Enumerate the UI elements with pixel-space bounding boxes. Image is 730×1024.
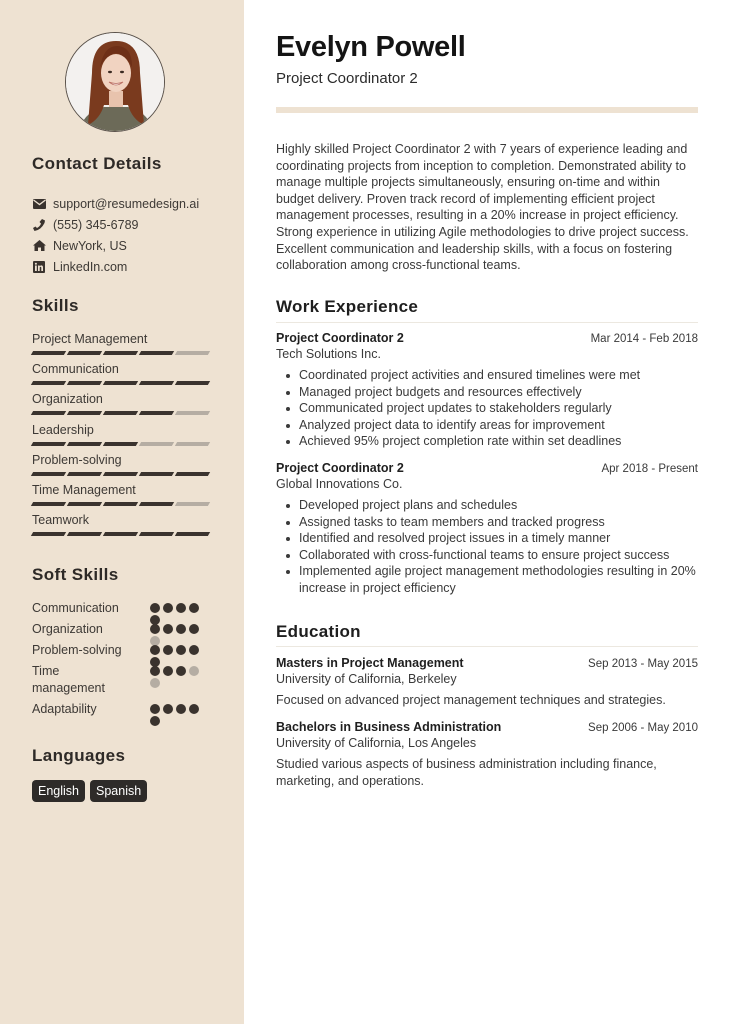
soft-skill-rating (150, 666, 202, 688)
rating-dot-icon (189, 704, 199, 714)
skill-item (32, 452, 212, 482)
job-dates: Apr 2018 - Present (601, 463, 698, 475)
work-experience-heading: Work Experience (276, 297, 419, 316)
rating-dot-icon (176, 666, 186, 676)
soft-skill-item (32, 642, 212, 663)
rating-dot-icon (163, 704, 173, 714)
soft-skill-name: Organization (32, 622, 103, 636)
contact-phone-text: (555) 345-6789 (53, 217, 139, 232)
linkedin-icon (32, 260, 46, 274)
skill-level-segment (103, 472, 138, 476)
contact-location-text: NewYork, US (53, 238, 127, 253)
skill-level-segment (31, 351, 66, 355)
rating-dot-icon (150, 678, 160, 688)
candidate-title: Project Coordinator 2 (276, 70, 418, 87)
job-bullet: Collaborated with cross-functional teams to ensure project success (285, 547, 698, 564)
soft-skills-heading: Soft Skills (32, 565, 119, 584)
work-divider (276, 322, 698, 323)
job-bullets (276, 367, 698, 450)
skill-name: Teamwork (32, 513, 89, 528)
skill-level-segment (31, 411, 66, 415)
skill-level-segment (175, 532, 210, 536)
skills-list (32, 331, 212, 542)
skill-name: Leadership (32, 422, 94, 437)
job-bullet: Analyzed project data to identify areas for improvement (285, 417, 698, 434)
rating-dot-icon (176, 645, 186, 655)
rating-dot-icon (150, 603, 160, 613)
skill-level-segment (67, 532, 102, 536)
rating-dot-icon (150, 624, 160, 634)
company-name: Tech Solutions Inc. (276, 347, 381, 361)
skill-level-segment (31, 532, 66, 536)
languages-heading: Languages (32, 746, 126, 765)
home-icon (32, 239, 46, 253)
skill-level-segment (139, 381, 174, 385)
contact-phone[interactable] (32, 214, 232, 235)
skill-level-segment (67, 472, 102, 476)
skill-level-segment (103, 442, 138, 446)
candidate-name: Evelyn Powell (276, 31, 466, 63)
job-bullet: Achieved 95% project completion rate within set deadlines (285, 433, 698, 450)
work-entry (276, 461, 698, 597)
contact-linkedin[interactable] (32, 256, 232, 277)
language-chip-spanish: Spanish (90, 780, 147, 802)
rating-dot-icon (189, 603, 199, 613)
skill-level-segment (31, 472, 66, 476)
skill-item (32, 361, 212, 391)
skill-name: Time Management (32, 482, 136, 497)
contact-details-heading: Contact Details (32, 154, 162, 173)
envelope-icon (32, 197, 46, 211)
skill-name: Communication (32, 362, 119, 377)
soft-skill-rating (150, 603, 202, 625)
skill-level-segment (175, 442, 210, 446)
job-title: Project Coordinator 2 (276, 331, 404, 345)
skill-item (32, 512, 212, 542)
skill-level-bar (32, 411, 212, 415)
summary-paragraph: Highly skilled Project Coordinator 2 with 7 years of experience leading and coordinating projects from inception to completion. Demonstrated ability to manage multiple projects simultaneously, ensuring on-time and within budget delivery. Proven track record of implementing efficient project management processes, resulting in a 20% increase in project efficiency. Strong experience in utilizing Agile methodologies to drive project success. Excellent communication and leadership skills, with a focus on fostering collaboration among cross-functional teams. (276, 142, 689, 273)
skill-level-bar (32, 442, 212, 446)
job-bullets (276, 497, 698, 597)
education-description: Focused on advanced project management techniques and strategies. (276, 693, 666, 707)
skill-level-segment (67, 351, 102, 355)
skill-level-segment (175, 381, 210, 385)
skill-level-segment (139, 411, 174, 415)
rating-dot-icon (150, 704, 160, 714)
languages-list (32, 780, 147, 802)
education-entry (276, 656, 698, 709)
contact-email-text: support@resumedesign.ai (53, 196, 200, 211)
work-entry (276, 331, 698, 450)
job-bullet: Assigned tasks to team members and tracked progress (285, 514, 698, 531)
school-name: University of California, Berkeley (276, 672, 457, 686)
skill-level-segment (139, 502, 174, 506)
profile-photo-icon (66, 33, 165, 132)
skill-level-bar (32, 472, 212, 476)
phone-icon (32, 218, 46, 232)
skill-name: Organization (32, 392, 103, 407)
job-bullet: Managed project budgets and resources effectively (285, 384, 698, 401)
skill-level-segment (139, 532, 174, 536)
rating-dot-icon (163, 624, 173, 634)
skill-level-bar (32, 502, 212, 506)
job-title: Project Coordinator 2 (276, 461, 404, 475)
company-name: Global Innovations Co. (276, 477, 403, 491)
main-content (244, 0, 730, 1024)
contact-list (32, 193, 232, 277)
skill-item (32, 422, 212, 452)
avatar (65, 32, 165, 132)
soft-skill-item (32, 663, 212, 701)
soft-skill-rating (150, 704, 202, 726)
header-divider (276, 107, 698, 113)
skill-item (32, 482, 212, 512)
skill-level-bar (32, 381, 212, 385)
soft-skill-name: Communication (32, 601, 119, 615)
soft-skill-name: Time management (32, 664, 105, 695)
skill-level-segment (175, 472, 210, 476)
rating-dot-icon (189, 666, 199, 676)
rating-dot-icon (163, 666, 173, 676)
rating-dot-icon (176, 624, 186, 634)
skills-heading: Skills (32, 296, 79, 315)
contact-linkedin-text: LinkedIn.com (53, 259, 128, 274)
rating-dot-icon (150, 645, 160, 655)
skill-level-segment (103, 502, 138, 506)
education-dates: Sep 2006 - May 2010 (588, 722, 698, 734)
soft-skill-item (32, 701, 212, 722)
soft-skill-rating (150, 624, 202, 646)
rating-dot-icon (163, 645, 173, 655)
contact-email[interactable] (32, 193, 232, 214)
skill-name: Problem-solving (32, 452, 122, 467)
skill-level-segment (67, 502, 102, 506)
education-divider (276, 646, 698, 647)
skill-level-segment (103, 351, 138, 355)
language-chip-english: English (32, 780, 85, 802)
skill-level-segment (103, 411, 138, 415)
skill-level-segment (139, 351, 174, 355)
job-bullet: Developed project plans and schedules (285, 497, 698, 514)
skill-level-segment (67, 411, 102, 415)
skill-level-segment (31, 381, 66, 385)
rating-dot-icon (189, 645, 199, 655)
soft-skill-item (32, 621, 212, 642)
degree-title: Bachelors in Business Administration (276, 720, 502, 734)
soft-skill-name: Problem-solving (32, 643, 122, 657)
skill-level-segment (67, 381, 102, 385)
skill-item (32, 331, 212, 361)
skill-name: Project Management (32, 332, 148, 346)
skill-level-bar (32, 532, 212, 536)
education-heading: Education (276, 622, 361, 641)
skill-level-segment (31, 442, 66, 446)
rating-dot-icon (150, 666, 160, 676)
skill-level-segment (175, 502, 210, 506)
rating-dot-icon (176, 603, 186, 613)
rating-dot-icon (163, 603, 173, 613)
job-bullet: Implemented agile project management methodologies resulting in 20% increase in project efficiency (285, 563, 698, 596)
skill-level-segment (31, 502, 66, 506)
skill-level-segment (67, 442, 102, 446)
soft-skill-rating (150, 645, 202, 667)
degree-title: Masters in Project Management (276, 656, 464, 670)
sidebar (0, 0, 244, 1024)
skill-level-bar (32, 351, 212, 355)
rating-dot-icon (176, 704, 186, 714)
job-bullet: Communicated project updates to stakeholders regularly (285, 400, 698, 417)
soft-skills-list (32, 600, 212, 722)
education-entry (276, 720, 698, 789)
rating-dot-icon (150, 716, 160, 726)
skill-level-segment (139, 442, 174, 446)
skill-level-segment (175, 411, 210, 415)
skill-level-segment (175, 351, 210, 355)
skill-level-segment (103, 532, 138, 536)
education-description: Studied various aspects of business administration including finance, marketing, and operations. (276, 757, 657, 788)
skill-level-segment (139, 472, 174, 476)
school-name: University of California, Los Angeles (276, 736, 477, 750)
skill-level-segment (103, 381, 138, 385)
job-dates: Mar 2014 - Feb 2018 (590, 333, 698, 345)
rating-dot-icon (189, 624, 199, 634)
job-bullet: Identified and resolved project issues in a timely manner (285, 530, 698, 547)
education-dates: Sep 2013 - May 2015 (588, 658, 698, 670)
contact-location (32, 235, 232, 256)
job-bullet: Coordinated project activities and ensured timelines were met (285, 367, 698, 384)
skill-item (32, 391, 212, 421)
soft-skill-name: Adaptability (32, 702, 97, 716)
soft-skill-item (32, 600, 212, 621)
